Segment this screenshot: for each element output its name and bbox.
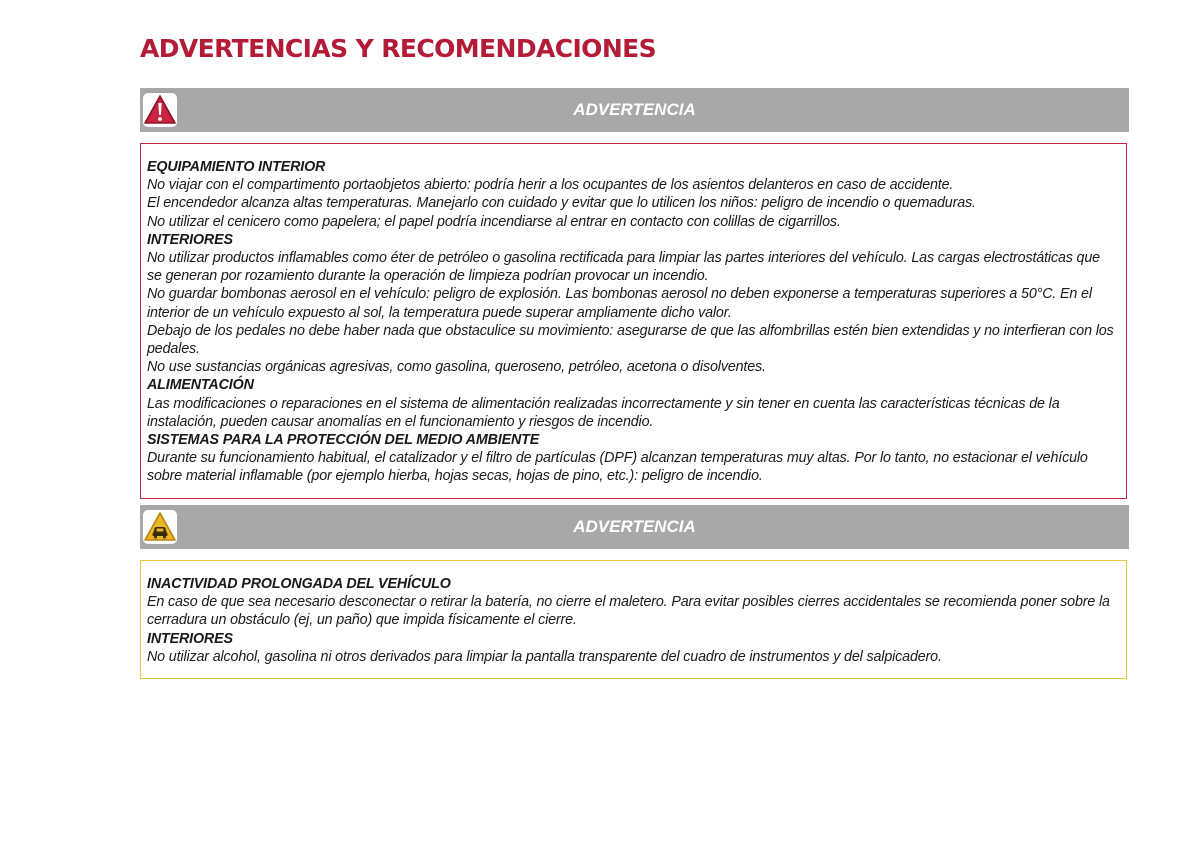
paragraph: Las modificaciones o reparaciones en el sistema de alimentación realizadas incorrectamente y sin tener en cuenta las características técnicas de la instalación, pueden causar anomalías en el funcionamiento y riesgos de incendio.: [147, 395, 1060, 430]
section-heading: SISTEMAS PARA LA PROTECCIÓN DEL MEDIO AMBIENTE: [147, 432, 540, 449]
page-title: ADVERTENCIAS Y RECOMENDACIONES: [140, 34, 657, 63]
paragraph: No guardar bombonas aerosol en el vehículo: peligro de explosión. Las bombonas aerosol no deben exponerse a temperaturas superiores a 50°C. En el interior de un vehículo expuesto al sol, la temperatura puede superar ampliamente dicho valor.: [147, 286, 1092, 321]
section-interiores: [147, 231, 1117, 377]
paragraph: No utilizar el cenicero como papelera; el papel podría incendiarse al entrar en contacto con colillas de cigarrillos.: [147, 213, 841, 230]
paragraph: No utilizar productos inflamables como éter de petróleo o gasolina rectificada para limpiar las partes interiores del vehículo. Las cargas electrostáticas que se generan por rozamiento durante la operación de limpieza podrían provocar un incendio.: [147, 250, 1100, 285]
warning-banner-2: [140, 505, 1129, 549]
section-alimentacion: [147, 376, 1117, 431]
section-medio-ambiente: [147, 431, 1117, 486]
section-heading: INTERIORES: [147, 630, 233, 647]
paragraph: Durante su funcionamiento habitual, el catalizador y el filtro de partículas (DPF) alcanzan temperaturas muy altas. Por lo tanto, no estacionar el vehículo sobre material inflamable (por ejemplo hierba, hojas secas, hojas de pino, etc.): peligro de incendio.: [147, 450, 1088, 485]
section-heading: INTERIORES: [147, 231, 233, 248]
section-inactividad: [147, 575, 1117, 630]
section-heading: INACTIVIDAD PROLONGADA DEL VEHÍCULO: [147, 576, 451, 592]
section-heading: EQUIPAMIENTO INTERIOR: [147, 159, 326, 175]
paragraph: No utilizar alcohol, gasolina ni otros derivados para limpiar la pantalla transparente del cuadro de instrumentos y del salpicadero.: [147, 648, 942, 665]
section-equipamiento: [147, 158, 1117, 231]
warning-panel-2: [140, 560, 1127, 679]
warning-panel-1: [140, 143, 1127, 499]
warning-banner-1: [140, 88, 1129, 132]
section-interiores-2: [147, 630, 1117, 666]
warning-label-1: ADVERTENCIA: [573, 100, 696, 119]
paragraph: El encendedor alcanza altas temperaturas. Manejarlo con cuidado y evitar que lo utilicen los niños: peligro de incendio o quemaduras.: [147, 195, 976, 212]
paragraph: Debajo de los pedales no debe haber nada que obstaculice su movimiento: asegurarse de que las alfombrillas estén bien extendidas y no interfieran con los pedales.: [147, 322, 1114, 358]
paragraph: No viajar con el compartimento portaobjetos abierto: podría herir a los ocupantes de los asientos delanteros en caso de accidente.: [147, 177, 954, 194]
warning-label-2: ADVERTENCIA: [573, 517, 696, 536]
section-heading: ALIMENTACIÓN: [147, 377, 254, 394]
paragraph: No use sustancias orgánicas agresivas, como gasolina, queroseno, petróleo, acetona o disolventes.: [147, 359, 766, 376]
paragraph: En caso de que sea necesario desconectar o retirar la batería, no cierre el maletero. Para evitar posibles cierres accidentales se recomienda poner sobre la cerradura un obstáculo (ej, un paño) que impida físicamente el cierre.: [147, 594, 1110, 629]
